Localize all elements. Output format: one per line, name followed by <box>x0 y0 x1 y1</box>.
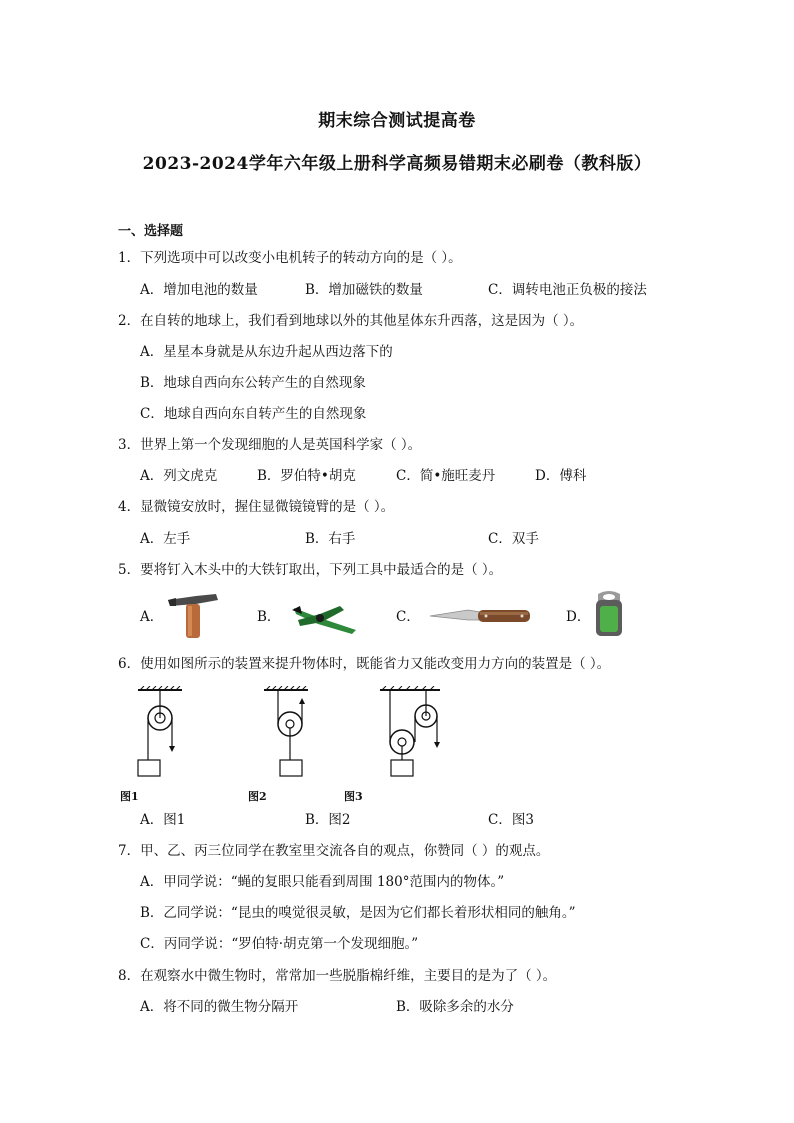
question-5-option-c: C． <box>396 609 420 625</box>
figure-1-label: 图1 <box>120 790 139 803</box>
fixed-pulley-figure-1 <box>136 686 186 778</box>
question-4-option-c: C．双手 <box>488 531 539 547</box>
question-4-option-b: B．右手 <box>305 531 356 547</box>
question-3-option-b: B．罗伯特•胡克 <box>257 468 356 484</box>
question-1-option-c: C．调转电池正负极的接法 <box>488 282 647 298</box>
question-1-option-b: B．增加磁铁的数量 <box>305 282 423 298</box>
section-heading: 一、选择题 <box>118 224 184 239</box>
question-2-option-a: A．星星本身就是从东边升起从西边落下的 <box>140 344 393 360</box>
question-7-option-b: B．乙同学说：“昆虫的嗅觉很灵敏，是因为它们都长着形状相同的触角。” <box>140 905 576 921</box>
question-2-option-b: B．地球自西向东公转产生的自然现象 <box>140 375 366 391</box>
question-4-stem: 4．显微镜安放时，握住显微镜镜臂的是（ ）。 <box>118 499 395 515</box>
question-8-option-a: A．将不同的微生物分隔开 <box>140 999 299 1015</box>
pulley-block-figure-3 <box>378 686 444 778</box>
movable-pulley-figure-2 <box>262 686 312 778</box>
page-subtitle: 2023-2024学年六年级上册科学高频易错期末必刷卷（教科版） <box>142 154 652 174</box>
question-3-option-c: C．简•施旺麦丹 <box>396 468 496 484</box>
question-8-stem: 8．在观察水中微生物时，常常加一些脱脂棉纤维，主要目的是为了（ ）。 <box>118 968 557 984</box>
question-7-option-c: C．丙同学说：“罗伯特·胡克第一个发现细胞。” <box>140 936 419 952</box>
question-3-option-d: D．傅科 <box>535 468 587 484</box>
question-6-option-c: C．图3 <box>488 812 534 828</box>
question-8-option-b: B．吸除多余的水分 <box>396 999 514 1015</box>
question-5-option-a: A． <box>140 609 164 625</box>
figure-3-label: 图3 <box>344 790 363 803</box>
question-1-option-a: A．增加电池的数量 <box>140 282 258 298</box>
question-2-stem: 2．在自转的地球上，我们看到地球以外的其他星体东升西落，这是因为（ ）。 <box>118 313 584 329</box>
question-7-option-a: A．甲同学说：“蝇的复眼只能看到周围 180°范围内的物体。” <box>140 874 505 890</box>
question-6-option-a: A．图1 <box>140 812 186 828</box>
question-3-stem: 3．世界上第一个发现细胞的人是英国科学家（ ）。 <box>118 437 422 453</box>
knife-image <box>428 604 532 628</box>
question-7-stem: 7．甲、乙、丙三位同学在教室里交流各自的观点，你赞同（ ）的观点。 <box>118 843 550 859</box>
question-2-option-c: C．地球自西向东自转产生的自然现象 <box>140 406 367 422</box>
page-title: 期末综合测试提高卷 <box>318 111 476 131</box>
question-5-stem: 5．要将钉入木头中的大铁钉取出，下列工具中最适合的是（ ）。 <box>118 562 503 578</box>
question-1-stem: 1．下列选项中可以改变小电机转子的转动方向的是（ ）。 <box>118 250 462 266</box>
question-3-option-a: A．列文虎克 <box>140 468 218 484</box>
question-5-option-b: B． <box>257 609 281 625</box>
question-6-option-b: B．图2 <box>305 812 351 828</box>
figure-2-label: 图2 <box>248 790 267 803</box>
question-6-stem: 6．使用如图所示的装置来提升物体时，既能省力又能改变用力方向的装置是（ ）。 <box>118 656 611 672</box>
question-5-option-d: D． <box>566 609 591 625</box>
hammer-image <box>166 592 220 640</box>
bottle-opener-image <box>592 590 626 638</box>
pliers-image <box>290 600 362 638</box>
question-4-option-a: A．左手 <box>140 531 191 547</box>
